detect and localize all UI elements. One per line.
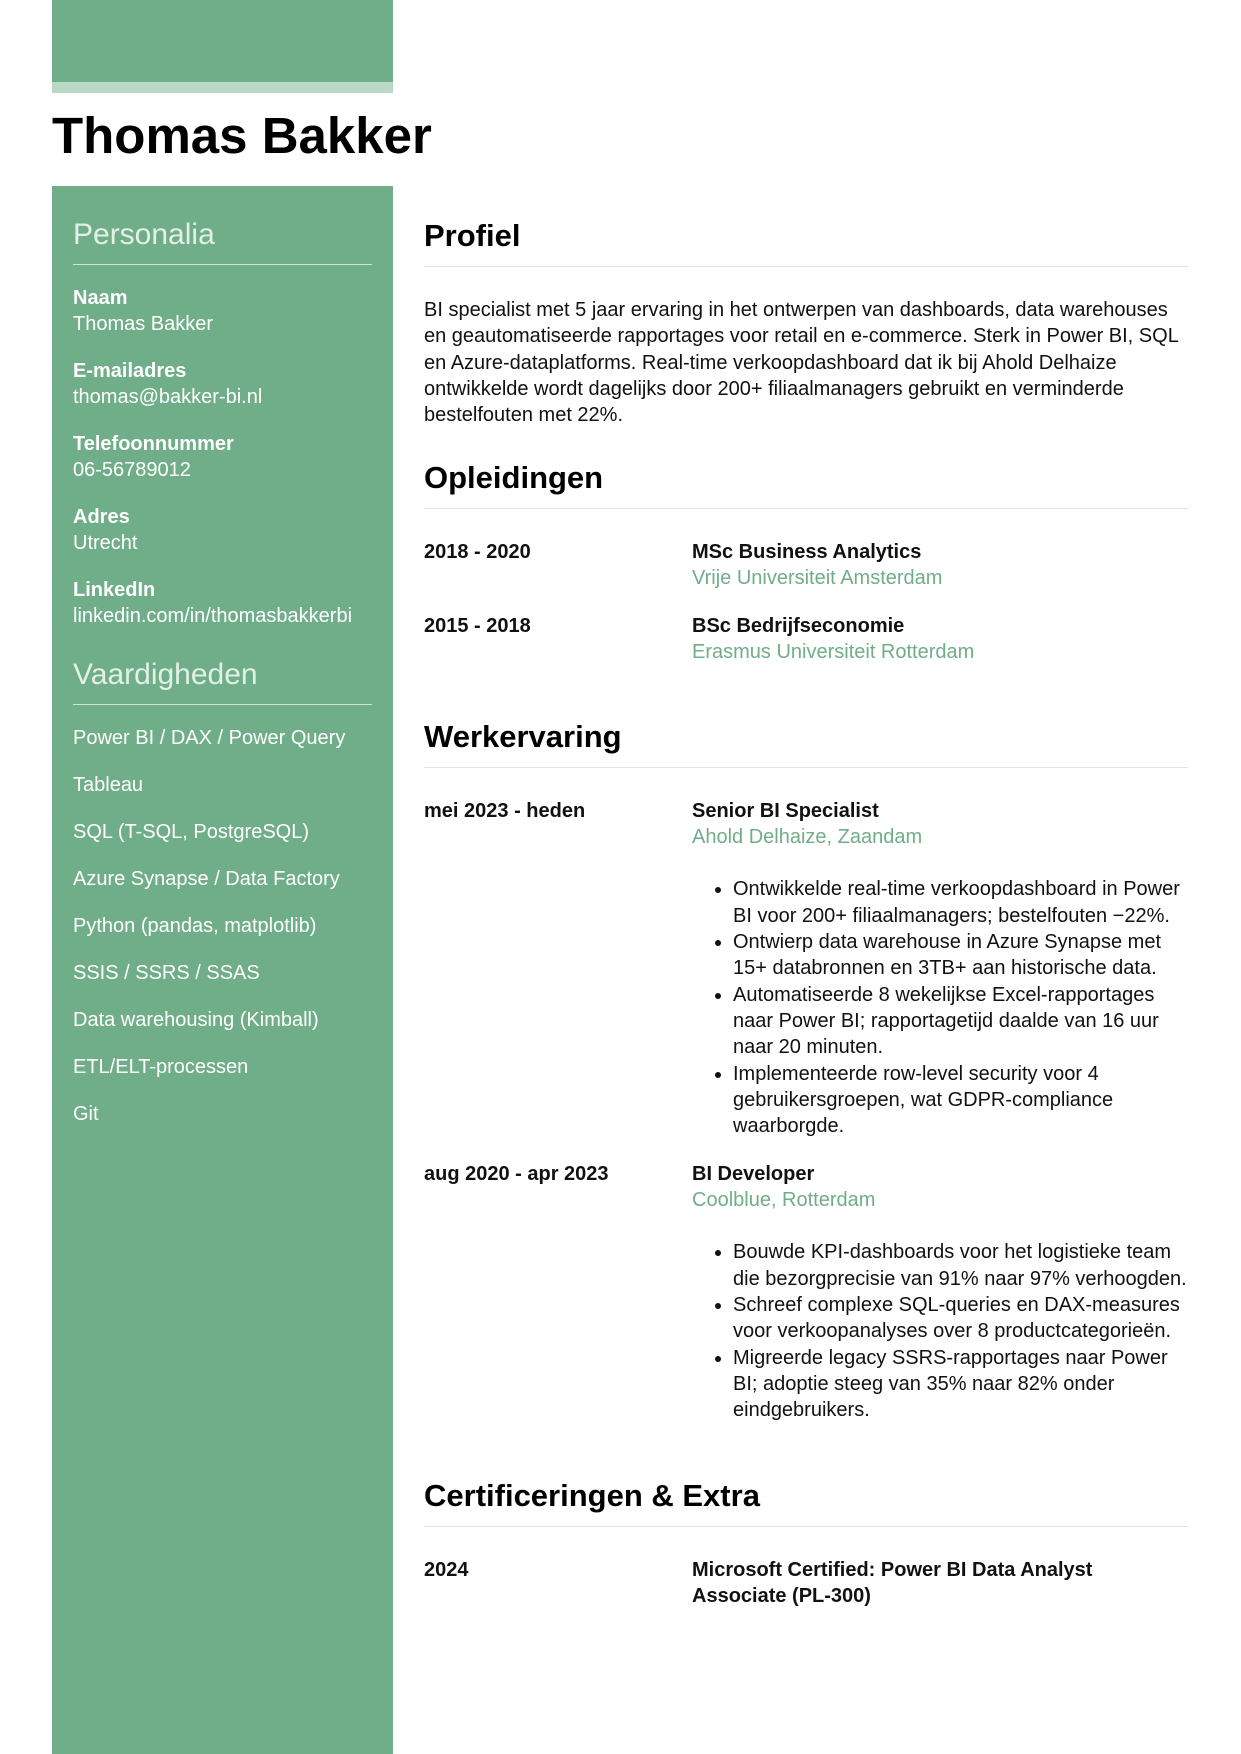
sidebar	[52, 186, 393, 1754]
entry-institution: Erasmus Universiteit Rotterdam	[692, 641, 975, 664]
entry-period: mei 2023 - heden	[424, 800, 586, 823]
personal-item-email	[73, 358, 372, 410]
personal-label: LinkedIn	[73, 579, 156, 601]
skill-item: SQL (T-SQL, PostgreSQL)	[73, 821, 310, 843]
entry-title: MSc Business Analytics	[692, 541, 922, 564]
entry-company: Coolblue, Rotterdam	[692, 1189, 876, 1212]
achievement-item: • Automatiseerde 8 wekelijkse Excel-rapportages naar Power BI; rapportagetijd daalde van 16 uur naar 20 minuten.	[733, 982, 1188, 1061]
education-entry	[424, 539, 1188, 591]
certification-entry	[424, 1557, 1188, 1609]
entry-period: 2018 - 2020	[424, 541, 531, 564]
achievement-item: • Ontwikkelde real-time verkoopdashboard in Power BI voor 200+ filiaalmanagers; bestelfouten −22%.	[733, 876, 1188, 929]
entry-company: Ahold Delhaize, Zaandam	[692, 826, 923, 849]
personal-item-name	[73, 285, 372, 337]
personal-item-phone	[73, 431, 372, 483]
header-accent-stripe	[52, 82, 393, 93]
achievement-item: • Schreef complexe SQL-queries en DAX-measures voor verkoopanalyses over 8 productcategorieën.	[733, 1292, 1188, 1345]
education-heading: Opleidingen	[424, 428, 1188, 509]
personal-label: Telefoonnummer	[73, 433, 234, 455]
personal-value: Thomas Bakker	[73, 313, 214, 335]
entry-title: Senior BI Specialist	[692, 800, 879, 823]
personal-details	[73, 265, 372, 629]
certifications-list	[424, 1527, 1188, 1609]
personal-label: E-mailadres	[73, 360, 187, 382]
skill-item: Data warehousing (Kimball)	[73, 1009, 319, 1031]
skill-item: Power BI / DAX / Power Query	[73, 727, 346, 749]
skills-list	[73, 705, 372, 1127]
candidate-name: Thomas Bakker	[52, 107, 432, 164]
experience-heading: Werkervaring	[424, 687, 1188, 768]
skill-item: Git	[73, 1103, 99, 1125]
entry-period: 2015 - 2018	[424, 615, 531, 638]
personal-label: Adres	[73, 506, 130, 528]
entry-title: BSc Bedrijfseconomie	[692, 615, 905, 638]
skill-item: ETL/ELT-processen	[73, 1056, 249, 1078]
profile-section	[424, 186, 1188, 428]
entry-period: 2024	[424, 1558, 469, 1581]
header-accent-block	[52, 0, 393, 82]
achievement-item: • Ontwierp data warehouse in Azure Synapse met 15+ databronnen en 3TB+ aan historische data.	[733, 929, 1188, 982]
personal-value: Utrecht	[73, 532, 138, 554]
experience-entry	[424, 1161, 1188, 1423]
personal-value: linkedin.com/in/thomasbakkerbi	[73, 605, 353, 627]
experience-entry	[424, 798, 1188, 1139]
entry-title: BI Developer	[692, 1163, 815, 1186]
experience-section	[424, 687, 1188, 1423]
entry-period: aug 2020 - apr 2023	[424, 1163, 609, 1186]
achievement-item: • Implementeerde row-level security voor 4 gebruikersgroepen, wat GDPR-compliance waarborgde.	[733, 1061, 1188, 1140]
achievement-list	[692, 876, 1188, 1139]
education-list	[424, 509, 1188, 665]
achievement-list	[692, 1239, 1188, 1423]
education-entry	[424, 613, 1188, 665]
entry-title: Microsoft Certified: Power BI Data Analyst Associate (PL-300)	[692, 1558, 1093, 1607]
skills-heading: Vaardigheden	[73, 650, 372, 705]
personal-heading: Personalia	[73, 186, 372, 265]
personal-item-address	[73, 504, 372, 556]
certifications-heading: Certificeringen & Extra	[424, 1446, 1188, 1527]
main-content	[424, 186, 1188, 1631]
personal-value: thomas@bakker-bi.nl	[73, 386, 263, 408]
achievement-item: • Bouwde KPI-dashboards voor het logistieke team die bezorgprecisie van 91% naar 97% verhoogden.	[733, 1239, 1188, 1292]
education-section	[424, 428, 1188, 665]
personal-value: 06-56789012	[73, 459, 191, 481]
skill-item: Azure Synapse / Data Factory	[73, 868, 340, 890]
personal-item-linkedin	[73, 577, 372, 629]
achievement-item: • Migreerde legacy SSRS-rapportages naar Power BI; adoptie steeg van 35% naar 82% onder eindgebruikers.	[733, 1345, 1188, 1424]
certifications-section	[424, 1446, 1188, 1609]
personal-label: Naam	[73, 287, 128, 309]
profile-heading: Profiel	[424, 186, 1188, 267]
skill-item: Tableau	[73, 774, 144, 796]
skill-item: SSIS / SSRS / SSAS	[73, 962, 260, 984]
profile-text: BI specialist met 5 jaar ervaring in het ontwerpen van dashboards, data warehouses en geautomatiseerde rapportages voor retail en e-commerce. Sterk in Power BI, SQL en Azure-dataplatforms. Real-time verkoopdashboard dat ik bij Ahold Delhaize ontwikkelde wordt dagelijks door 200+ filiaalmanagers gebruikt en verminderde bestelfouten met 22%.	[424, 299, 1179, 427]
skill-item: Python (pandas, matplotlib)	[73, 915, 317, 937]
experience-list	[424, 768, 1188, 1423]
entry-institution: Vrije Universiteit Amsterdam	[692, 567, 943, 590]
